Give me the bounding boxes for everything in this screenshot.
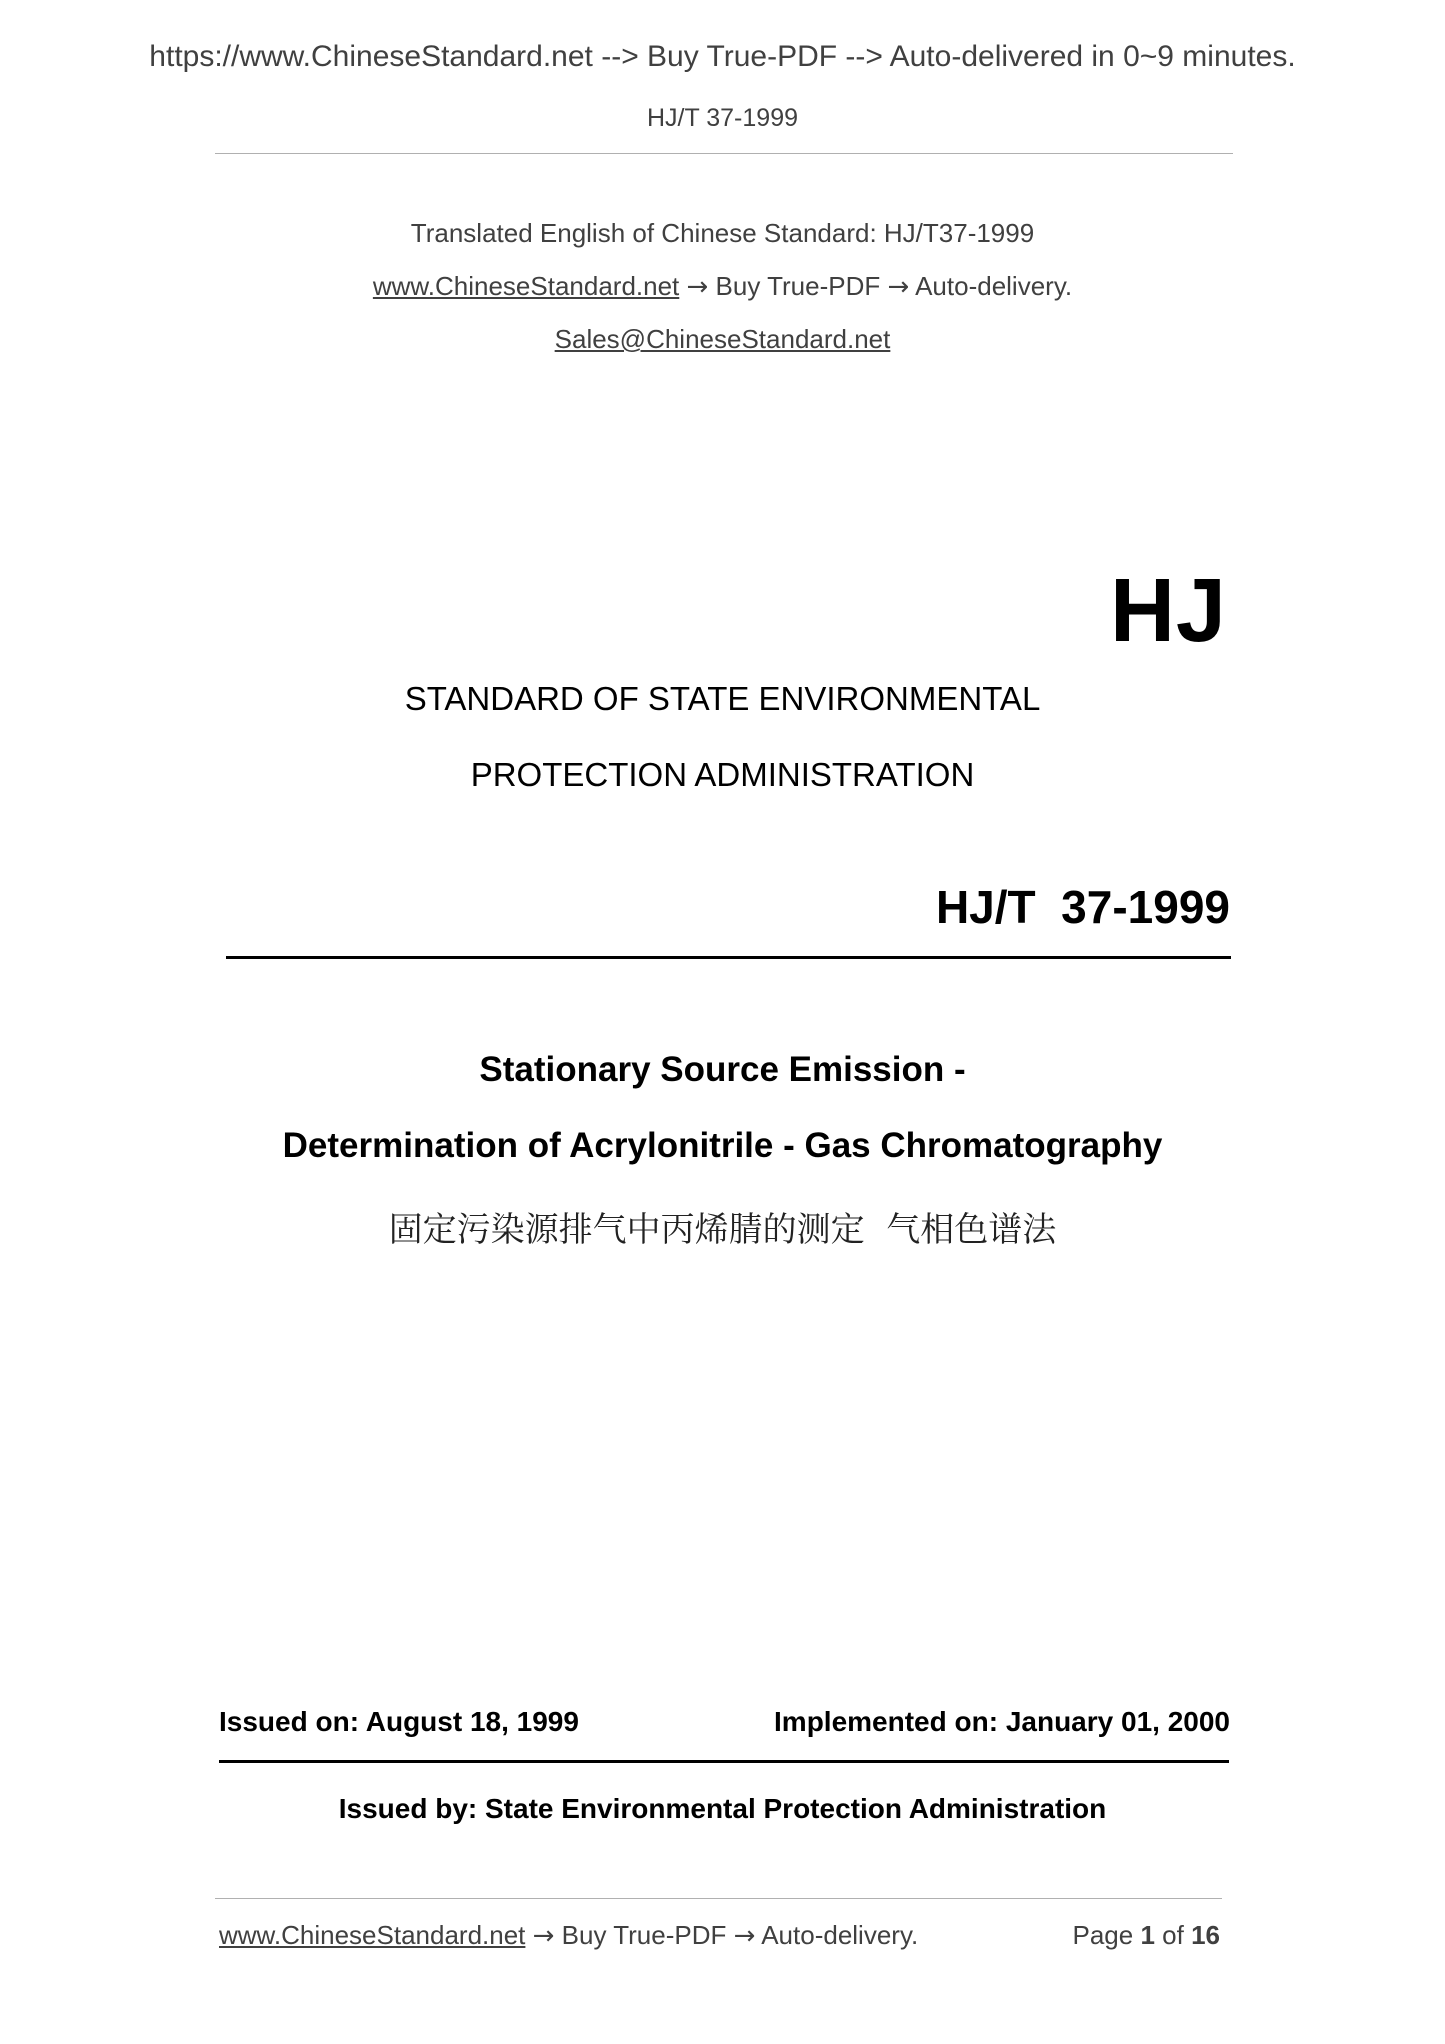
- standard-number-divider: [226, 956, 1231, 959]
- implemented-on-date: Implemented on: January 01, 2000: [774, 1706, 1230, 1737]
- sales-email-link[interactable]: Sales@ChineseStandard.net: [554, 324, 891, 354]
- arrow-right-icon: →: [532, 1921, 555, 1951]
- arrow-right-icon: →: [686, 272, 709, 302]
- footer-delivery-line: [219, 1920, 918, 1951]
- header-divider: [215, 153, 1233, 154]
- issuing-org-line-2: PROTECTION ADMINISTRATION: [470, 756, 975, 793]
- issued-on-date: Issued on: August 18, 1999: [219, 1706, 579, 1737]
- title-line-1: Stationary Source Emission -: [479, 1050, 966, 1089]
- title-chinese: 固定污染源排气中丙烯腈的测定 气相色谱法: [388, 1210, 1057, 1250]
- arrow-right-icon: →: [733, 1921, 756, 1951]
- page-total: 16: [1191, 1920, 1220, 1950]
- footer-buy-true-pdf-text: Buy True-PDF: [561, 1920, 727, 1950]
- header-standard-code: HJ/T 37-1999: [646, 104, 798, 132]
- hj-mark: HJ: [1109, 561, 1227, 661]
- footer-auto-delivery-text: Auto-delivery.: [761, 1920, 919, 1950]
- site-link[interactable]: www.ChineseStandard.net: [372, 271, 680, 301]
- top-banner: https://www.ChineseStandard.net --> Buy True-PDF --> Auto-delivered in 0~9 minutes.: [149, 40, 1296, 73]
- footer-divider: [215, 1898, 1222, 1899]
- delivery-line: [0, 271, 1445, 302]
- page-indicator: [1072, 1920, 1220, 1951]
- footer-site-link[interactable]: www.ChineseStandard.net: [219, 1920, 526, 1950]
- page-of-label: of: [1162, 1920, 1184, 1950]
- email-line: [0, 324, 1445, 355]
- title-line-2: Determination of Acrylonitrile - Gas Chromatography: [282, 1126, 1163, 1165]
- page-label: Page: [1072, 1920, 1134, 1950]
- auto-delivery-text: Auto-delivery.: [915, 271, 1073, 301]
- buy-true-pdf-text: Buy True-PDF: [715, 271, 881, 301]
- arrow-right-icon: →: [887, 272, 910, 302]
- standard-number: HJ/T 37-1999: [935, 881, 1230, 933]
- issued-by: Issued by: State Environmental Protection Administration: [338, 1793, 1107, 1824]
- translated-standard-line: Translated English of Chinese Standard: HJ/T37-1999: [410, 218, 1035, 248]
- page-current: 1: [1140, 1920, 1155, 1950]
- issuing-org-line-1: STANDARD OF STATE ENVIRONMENTAL: [404, 680, 1041, 717]
- issue-divider: [219, 1760, 1229, 1763]
